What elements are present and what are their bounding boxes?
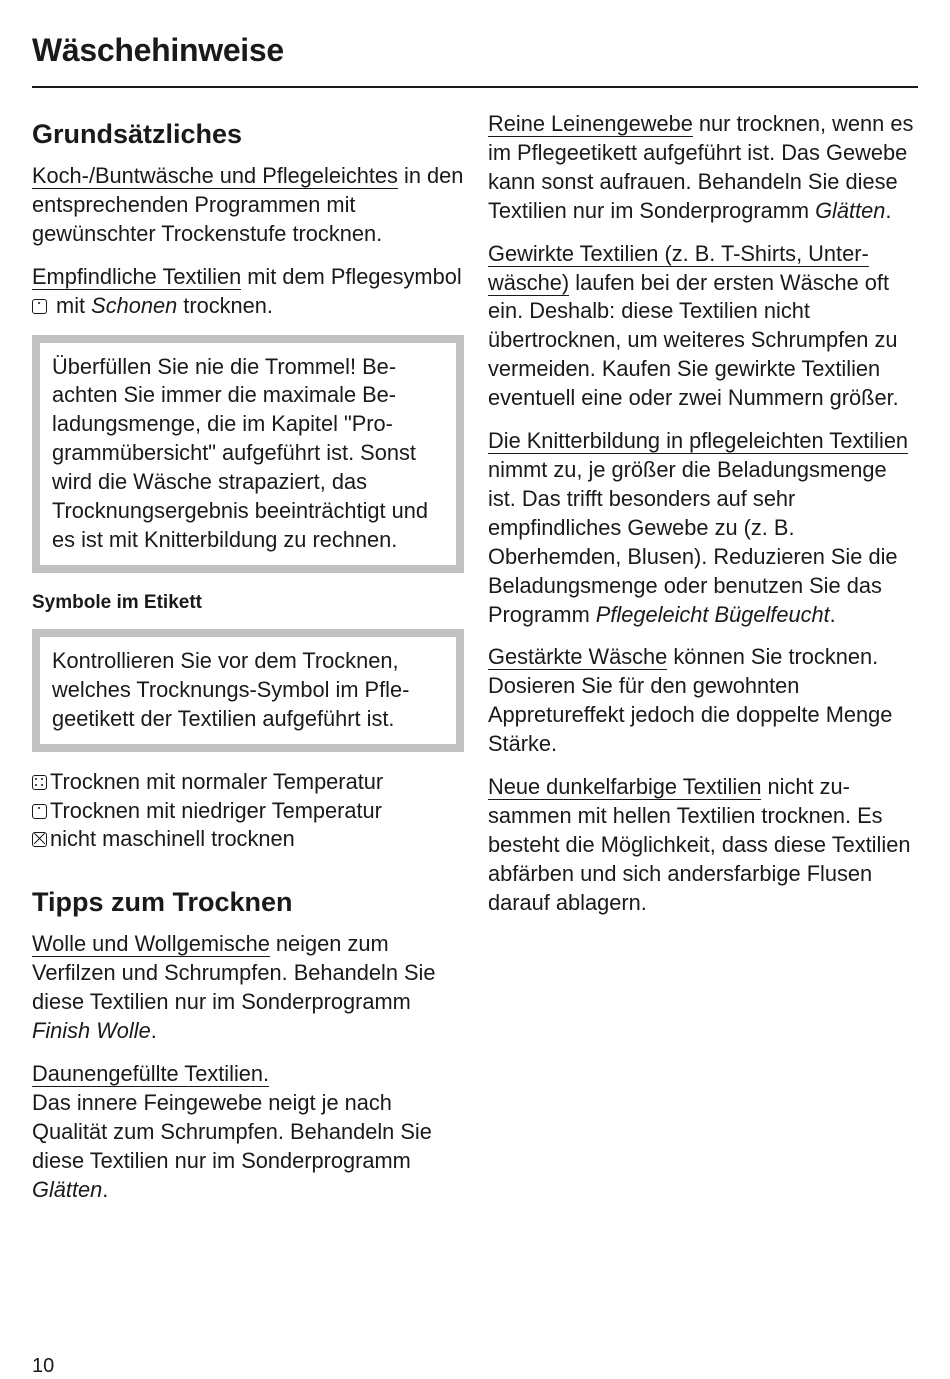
note-text-check-symbol: Kontrollieren Sie vor dem Trocknen, welches Trocknungs-Symbol im Pflegeetikett der Textilien aufgeführt ist. xyxy=(52,647,410,731)
topic-empfindliche-textilien: Empfindliche Textilien xyxy=(32,263,242,289)
note-box-check-symbol xyxy=(32,629,464,752)
topic-knitterbildung: Die Knitterbildung in pflegeleichten Textilien xyxy=(488,428,909,454)
paragraph-gewirkte-textilien: Gewirkte Textilien (z. B. T-Shirts, Unterwäsche) laufen bei der ersten Wäsche oft ein. Deshalb: diese Textilien nicht übertrocknen, um weiteres Schrumpfen zu vermeiden. Kaufen Sie gewirkte Textilien eventuell eine oder zwei Nummern größer. xyxy=(488,240,899,411)
paragraph-gestaerkte-waesche: Gestärkte Wäsche können Sie trocknen. Dosieren Sie für den gewohnten Appretureffekt jedoch die doppelte Menge Stärke. xyxy=(488,644,893,757)
program-finish-wolle: Finish Wolle xyxy=(32,1018,151,1044)
topic-wolle: Wolle und Wollgemische xyxy=(32,931,270,957)
tumble-dry-normal-icon xyxy=(32,775,47,790)
care-symbol-item: Trocknen mit normaler Temperatur xyxy=(32,768,464,797)
paragraph-empfindliche-textilien: Empfindliche Textilien mit dem Pflegesymbol mit Schonen trocknen. xyxy=(32,263,462,318)
section-heading-grundsaetzliches: Grundsätzliches xyxy=(32,119,243,149)
paragraph-dunkelfarbige-textilien: Neue dunkelfarbige Textilien nicht zusammen mit hellen Textilien trocknen. Es besteht die Möglichkeit, dass diese Textilien abfärben und sich andersfarbige Flusen darauf ablagern. xyxy=(488,774,911,915)
care-symbol-item: Trocknen mit niedriger Temperatur xyxy=(32,797,464,826)
page-title: Wäschehinweise xyxy=(32,32,284,68)
care-symbol-item: nicht maschinell trocknen xyxy=(32,825,464,854)
paragraph-wolle: Wolle und Wollgemische neigen zum Verfilzen und Schrumpfen. Behandeln Sie diese Textilien nur im Sonderprogramm Finish Wolle. xyxy=(32,931,436,1044)
topic-koch-buntwaesche: Koch-/Buntwäsche und Pflegeleichtes xyxy=(32,163,398,188)
paragraph-koch-buntwaesche: Koch-/Buntwäsche und Pflegeleichtes in den entsprechenden Programmen mit gewünschter Trockenstufe trocknen. xyxy=(32,163,464,246)
topic-gewirkte-textilien: Gewirkte Textilien (z. B. T-Shirts, Unterwäsche) xyxy=(488,240,869,295)
topic-leinengewebe: Reine Leinengewebe xyxy=(488,111,693,136)
paragraph-knitterbildung: Die Knitterbildung in pflegeleichten Textilien nimmt zu, je größer die Beladungsmenge ist. Das trifft besonders auf sehr empfindliches Gewebe zu (z. B. Oberhemden, Blusen). Reduzieren Sie die Beladungsmenge oder benutzen Sie das Programm Pflegeleicht Bügelfeucht. xyxy=(488,428,909,627)
topic-gestaerkte-waesche: Gestärkte Wäsche xyxy=(488,644,668,670)
right-column xyxy=(488,110,920,932)
tumble-dry-low-icon xyxy=(32,804,47,819)
left-column xyxy=(32,110,464,1218)
subheading-symbole-im-etikett: Symbole im Etikett xyxy=(32,591,202,613)
topic-dunkelfarbige-textilien: Neue dunkelfarbige Textilien xyxy=(488,774,762,800)
title-divider xyxy=(32,86,918,88)
program-pflegeleicht-buegelfeucht: Pflegeleicht Bügelfeucht xyxy=(595,601,830,627)
section-heading-tipps: Tipps zum Trocknen xyxy=(32,887,293,918)
care-symbol-list xyxy=(32,768,464,855)
program-schonen: Schonen xyxy=(91,292,178,318)
do-not-tumble-dry-icon xyxy=(32,832,47,847)
paragraph-daunen: Daunengefüllte Textilien. Das innere Feingewebe neigt je nach Qualität zum Schrumpfen. Behandeln Sie diese Textilien nur im Sonderprogramm Glätten. xyxy=(32,1060,432,1202)
circle-one-dot-icon xyxy=(32,299,47,314)
warning-text-overfill: Überfüllen Sie nie die Trommel! Beachten Sie immer die maximale Beladungsmenge, die im Kapitel "Programmübersicht" aufgeführt ist. Sonst wird die Wäsche strapaziert, das Trocknungsergebnis beeinträchtigt und es ist mit Knitterbildung zu rechnen. xyxy=(52,353,429,552)
program-glaetten: Glätten xyxy=(815,197,886,223)
program-glaetten: Glätten xyxy=(32,1176,103,1202)
page-number: 10 xyxy=(32,1355,55,1377)
paragraph-leinengewebe: Reine Leinengewebe nur trocknen, wenn es im Pflegeetikett aufgeführt ist. Das Gewebe kann sonst aufrauen. Behandeln Sie diese Textilien nur im Sonderprogramm Glätten. xyxy=(488,111,914,223)
warning-box-overfill xyxy=(32,335,464,573)
topic-daunen: Daunengefüllte Textilien. xyxy=(32,1060,270,1086)
